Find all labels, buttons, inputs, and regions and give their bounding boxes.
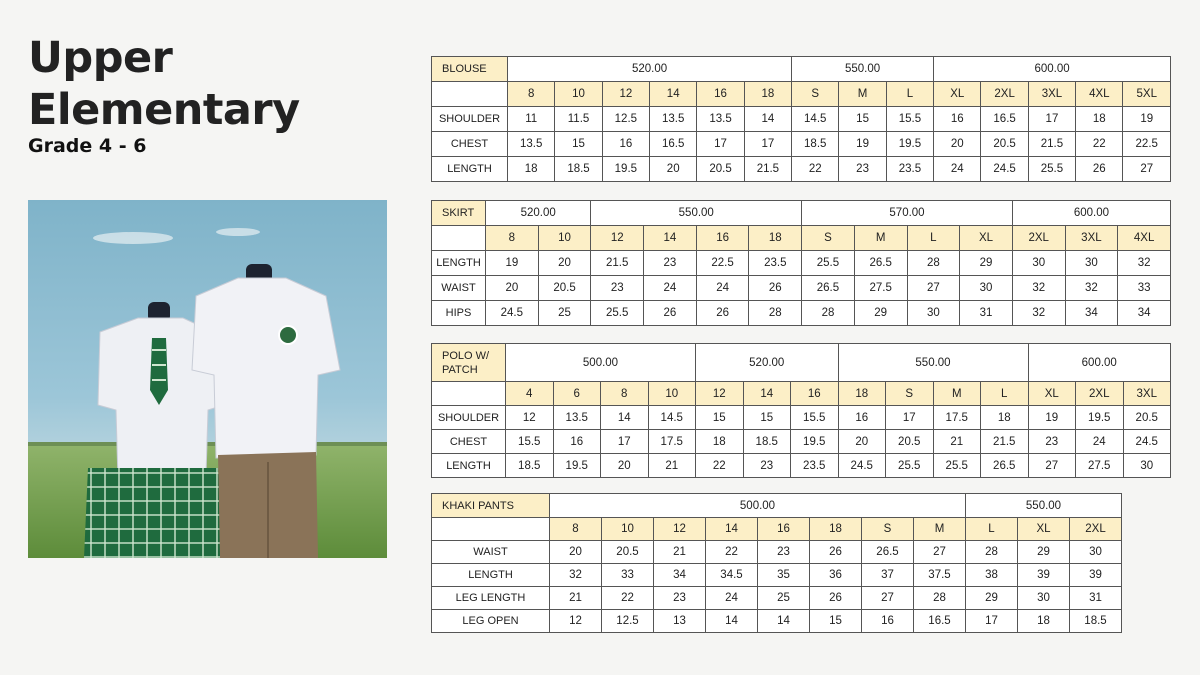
title-line-2: Elementary (28, 85, 300, 135)
size-header-cell: M (933, 382, 981, 406)
measurement-cell: 20.5 (602, 541, 654, 564)
measurement-cell: 23 (758, 541, 810, 564)
size-header-cell: M (839, 82, 886, 107)
measurement-cell: 28 (914, 587, 966, 610)
measurement-cell: 17.5 (933, 406, 981, 430)
size-header-cell: 8 (601, 382, 649, 406)
size-header-cell: 14 (706, 518, 758, 541)
measurement-label: WAIST (432, 276, 486, 301)
measurement-cell: 39 (1018, 564, 1070, 587)
measurement-cell: 26.5 (854, 251, 907, 276)
measurement-cell: 23 (654, 587, 706, 610)
measurement-cell: 23 (591, 276, 644, 301)
khaki-row-length (432, 564, 1122, 587)
size-header-cell: 10 (555, 82, 602, 107)
measurement-cell: 14.5 (648, 406, 696, 430)
measurement-cell: 32 (550, 564, 602, 587)
measurement-cell: 29 (854, 301, 907, 326)
size-header-cell: 18 (744, 82, 791, 107)
grade-subtitle: Grade 4 - 6 (28, 135, 147, 157)
measurement-cell: 20.5 (981, 132, 1028, 157)
measurement-cell: 30 (907, 301, 960, 326)
measurement-cell: 12 (506, 406, 554, 430)
measurement-cell: 25.5 (1028, 157, 1075, 182)
measurement-cell: 13.5 (697, 107, 744, 132)
measurement-cell: 21.5 (744, 157, 791, 182)
measurement-cell: 18 (981, 406, 1029, 430)
blouse-name-cell: BLOUSE (432, 57, 508, 82)
measurement-cell: 30 (960, 276, 1013, 301)
measurement-cell: 12.5 (602, 610, 654, 633)
skirt-size-header-row (432, 226, 1171, 251)
measurement-cell: 16.5 (981, 107, 1028, 132)
blouse-price-2: 550.00 (792, 57, 934, 82)
measurement-cell: 19 (1123, 107, 1171, 132)
blouse-row-shoulder (432, 107, 1171, 132)
measurement-cell: 17 (966, 610, 1018, 633)
measurement-cell: 36 (810, 564, 862, 587)
skirt-price-1: 520.00 (486, 201, 591, 226)
blouse-row-chest (432, 132, 1171, 157)
size-header-cell: 4XL (1076, 82, 1123, 107)
size-header-cell: 6 (553, 382, 601, 406)
page-title (28, 32, 300, 136)
khaki-pants-size-table (431, 493, 1122, 633)
measurement-cell: 23 (743, 454, 791, 478)
measurement-cell: 19 (486, 251, 539, 276)
measurement-cell: 23 (839, 157, 886, 182)
measurement-cell: 26.5 (862, 541, 914, 564)
measurement-cell: 30 (1123, 454, 1171, 478)
size-header-cell: 16 (791, 382, 839, 406)
measurement-cell: 26.5 (981, 454, 1029, 478)
measurement-cell: 18.5 (792, 132, 839, 157)
measurement-cell: 28 (966, 541, 1018, 564)
measurement-cell: 20.5 (1123, 406, 1171, 430)
size-header-cell: M (854, 226, 907, 251)
size-header-cell: 2XL (1012, 226, 1065, 251)
measurement-cell: 14 (706, 610, 758, 633)
size-header-cell: 3XL (1065, 226, 1118, 251)
measurement-cell: 13.5 (553, 406, 601, 430)
measurement-cell: 12 (550, 610, 602, 633)
measurement-cell: 27.5 (1076, 454, 1124, 478)
size-header-cell: 18 (838, 382, 886, 406)
khaki-row-leg-length (432, 587, 1122, 610)
measurement-cell: 25.5 (802, 251, 855, 276)
measurement-label: SHOULDER (432, 406, 506, 430)
measurement-cell: 13.5 (650, 107, 697, 132)
measurement-cell: 24 (644, 276, 697, 301)
measurement-cell: 34 (654, 564, 706, 587)
measurement-cell: 22 (792, 157, 839, 182)
size-header-cell: 18 (810, 518, 862, 541)
uniform-photo (28, 200, 387, 558)
measurement-cell: 17.5 (648, 430, 696, 454)
measurement-cell: 16 (602, 132, 649, 157)
measurement-cell: 19.5 (602, 157, 649, 182)
measurement-cell: 34 (1065, 301, 1118, 326)
measurement-cell: 14 (758, 610, 810, 633)
measurement-cell: 18 (1076, 107, 1123, 132)
khaki-row-leg-open (432, 610, 1122, 633)
measurement-cell: 17 (601, 430, 649, 454)
blouse-row-length (432, 157, 1171, 182)
measurement-cell: 28 (802, 301, 855, 326)
blouse-price-3: 600.00 (934, 57, 1171, 82)
measurement-cell: 31 (960, 301, 1013, 326)
measurement-cell: 24.5 (981, 157, 1028, 182)
polo-price-4: 600.00 (1028, 344, 1171, 382)
measurement-cell: 24.5 (486, 301, 539, 326)
measurement-cell: 26 (644, 301, 697, 326)
size-header-cell: 3XL (1028, 82, 1075, 107)
measurement-cell: 25.5 (886, 454, 934, 478)
measurement-label: LENGTH (432, 564, 550, 587)
size-header-cell: 8 (550, 518, 602, 541)
measurement-cell: 13.5 (508, 132, 555, 157)
measurement-cell: 18.5 (743, 430, 791, 454)
polo-size-table (431, 343, 1171, 478)
measurement-cell: 25.5 (591, 301, 644, 326)
measurement-cell: 21 (654, 541, 706, 564)
size-header-cell: 4XL (1118, 226, 1171, 251)
skirt-price-2: 550.00 (591, 201, 802, 226)
measurement-cell: 26.5 (802, 276, 855, 301)
measurement-cell: 38 (966, 564, 1018, 587)
size-header-cell: S (792, 82, 839, 107)
measurement-cell: 16.5 (914, 610, 966, 633)
measurement-cell: 21.5 (981, 430, 1029, 454)
measurement-cell: 21.5 (1028, 132, 1075, 157)
measurement-cell: 33 (1118, 276, 1171, 301)
measurement-cell: 20 (486, 276, 539, 301)
measurement-cell: 20 (650, 157, 697, 182)
measurement-cell: 16 (553, 430, 601, 454)
measurement-label: LENGTH (432, 251, 486, 276)
measurement-cell: 25.5 (933, 454, 981, 478)
measurement-cell: 22 (602, 587, 654, 610)
skirt-corner-cell (432, 226, 486, 251)
measurement-cell: 37 (862, 564, 914, 587)
size-header-cell: XL (934, 82, 981, 107)
measurement-cell: 32 (1065, 276, 1118, 301)
measurement-cell: 30 (1018, 587, 1070, 610)
size-header-cell: M (914, 518, 966, 541)
size-header-cell: S (886, 382, 934, 406)
measurement-cell: 26 (749, 276, 802, 301)
measurement-cell: 25 (758, 587, 810, 610)
khaki-price-2: 550.00 (966, 494, 1122, 518)
measurement-cell: 18.5 (1070, 610, 1122, 633)
measurement-cell: 20 (538, 251, 591, 276)
measurement-cell: 17 (886, 406, 934, 430)
measurement-cell: 37.5 (914, 564, 966, 587)
polo-price-2: 520.00 (696, 344, 839, 382)
measurement-cell: 29 (960, 251, 1013, 276)
size-header-cell: 2XL (1076, 382, 1124, 406)
measurement-cell: 23.5 (749, 251, 802, 276)
measurement-cell: 24 (1076, 430, 1124, 454)
skirt-size-table (431, 200, 1171, 326)
measurement-cell: 20.5 (538, 276, 591, 301)
skirt-price-3: 570.00 (802, 201, 1013, 226)
measurement-cell: 30 (1065, 251, 1118, 276)
measurement-cell: 19 (1028, 406, 1076, 430)
blouse-price-1: 520.00 (508, 57, 792, 82)
size-header-cell: XL (1018, 518, 1070, 541)
size-header-cell: L (981, 382, 1029, 406)
polo-row-length (432, 454, 1171, 478)
polo-name-cell: POLO W/ PATCH (432, 344, 506, 382)
measurement-cell: 17 (697, 132, 744, 157)
measurement-cell: 20 (550, 541, 602, 564)
measurement-cell: 18.5 (555, 157, 602, 182)
blouse-size-table (431, 56, 1171, 182)
size-header-cell: 2XL (981, 82, 1028, 107)
measurement-cell: 15.5 (791, 406, 839, 430)
measurement-cell: 27 (862, 587, 914, 610)
measurement-cell: 17 (744, 132, 791, 157)
measurement-cell: 27 (1123, 157, 1171, 182)
measurement-label: LENGTH (432, 454, 506, 478)
measurement-cell: 15 (810, 610, 862, 633)
measurement-cell: 32 (1012, 276, 1065, 301)
measurement-cell: 26 (810, 587, 862, 610)
measurement-cell: 21 (933, 430, 981, 454)
measurement-cell: 15.5 (886, 107, 933, 132)
measurement-cell: 14 (601, 406, 649, 430)
measurement-cell: 23 (644, 251, 697, 276)
khaki-size-header-row (432, 518, 1122, 541)
measurement-cell: 15.5 (506, 430, 554, 454)
size-header-cell: XL (1028, 382, 1076, 406)
measurement-cell: 22 (696, 454, 744, 478)
polo-row-chest (432, 430, 1171, 454)
measurement-cell: 34.5 (706, 564, 758, 587)
measurement-cell: 17 (1028, 107, 1075, 132)
measurement-label: LEG OPEN (432, 610, 550, 633)
measurement-cell: 14 (744, 107, 791, 132)
size-header-cell: 14 (650, 82, 697, 107)
measurement-cell: 22.5 (1123, 132, 1171, 157)
measurement-cell: 22.5 (696, 251, 749, 276)
size-header-cell: S (862, 518, 914, 541)
measurement-cell: 24 (696, 276, 749, 301)
polo-row-shoulder (432, 406, 1171, 430)
measurement-cell: 22 (706, 541, 758, 564)
measurement-cell: 24.5 (838, 454, 886, 478)
measurement-cell: 16 (862, 610, 914, 633)
size-header-cell: 12 (591, 226, 644, 251)
blouse-corner-cell (432, 82, 508, 107)
size-header-cell: 16 (758, 518, 810, 541)
size-header-cell: S (802, 226, 855, 251)
measurement-label: WAIST (432, 541, 550, 564)
measurement-cell: 32 (1012, 301, 1065, 326)
measurement-label: CHEST (432, 132, 508, 157)
measurement-cell: 21 (648, 454, 696, 478)
measurement-cell: 19.5 (791, 430, 839, 454)
title-line-1: Upper (28, 33, 173, 83)
size-header-cell: 16 (697, 82, 744, 107)
measurement-cell: 12.5 (602, 107, 649, 132)
size-header-cell: 10 (538, 226, 591, 251)
size-header-cell: 14 (644, 226, 697, 251)
skirt-name-cell: SKIRT (432, 201, 486, 226)
size-header-cell: 2XL (1070, 518, 1122, 541)
measurement-label: SHOULDER (432, 107, 508, 132)
measurement-cell: 27 (907, 276, 960, 301)
skirt-price-4: 600.00 (1012, 201, 1170, 226)
measurement-cell: 24.5 (1123, 430, 1171, 454)
measurement-cell: 15 (743, 406, 791, 430)
measurement-cell: 15 (696, 406, 744, 430)
size-header-cell: 18 (749, 226, 802, 251)
measurement-cell: 28 (907, 251, 960, 276)
measurement-cell: 27.5 (854, 276, 907, 301)
measurement-cell: 29 (966, 587, 1018, 610)
measurement-cell: 16 (838, 406, 886, 430)
measurement-cell: 18 (1018, 610, 1070, 633)
size-header-cell: 12 (602, 82, 649, 107)
khaki-row-waist (432, 541, 1122, 564)
measurement-cell: 21 (550, 587, 602, 610)
measurement-cell: 23 (1028, 430, 1076, 454)
size-header-cell: L (907, 226, 960, 251)
measurement-cell: 27 (1028, 454, 1076, 478)
measurement-label: LENGTH (432, 157, 508, 182)
measurement-cell: 19.5 (886, 132, 933, 157)
skirt-row-length (432, 251, 1171, 276)
measurement-cell: 30 (1070, 541, 1122, 564)
size-header-cell: 10 (648, 382, 696, 406)
polo-price-1: 500.00 (506, 344, 696, 382)
measurement-cell: 24 (934, 157, 981, 182)
measurement-cell: 23.5 (791, 454, 839, 478)
measurement-cell: 34 (1118, 301, 1171, 326)
measurement-cell: 18 (696, 430, 744, 454)
measurement-cell: 26 (696, 301, 749, 326)
measurement-cell: 29 (1018, 541, 1070, 564)
measurement-cell: 28 (749, 301, 802, 326)
measurement-cell: 33 (602, 564, 654, 587)
measurement-cell: 16 (934, 107, 981, 132)
skirt-row-waist (432, 276, 1171, 301)
measurement-cell: 11 (508, 107, 555, 132)
measurement-cell: 39 (1070, 564, 1122, 587)
measurement-cell: 23.5 (886, 157, 933, 182)
measurement-cell: 15 (555, 132, 602, 157)
blouse-size-header-row (432, 82, 1171, 107)
polo-price-3: 550.00 (838, 344, 1028, 382)
size-header-cell: 12 (696, 382, 744, 406)
measurement-cell: 14.5 (792, 107, 839, 132)
khaki-price-1: 500.00 (550, 494, 966, 518)
measurement-cell: 20 (601, 454, 649, 478)
measurement-cell: 19 (839, 132, 886, 157)
measurement-cell: 26 (810, 541, 862, 564)
measurement-cell: 18.5 (506, 454, 554, 478)
size-header-cell: L (886, 82, 933, 107)
size-header-cell: 4 (506, 382, 554, 406)
measurement-cell: 20.5 (697, 157, 744, 182)
size-header-cell: L (966, 518, 1018, 541)
measurement-cell: 24 (706, 587, 758, 610)
measurement-label: LEG LENGTH (432, 587, 550, 610)
measurement-cell: 21.5 (591, 251, 644, 276)
measurement-cell: 15 (839, 107, 886, 132)
measurement-cell: 25 (538, 301, 591, 326)
measurement-cell: 32 (1118, 251, 1171, 276)
measurement-cell: 30 (1012, 251, 1065, 276)
measurement-cell: 19.5 (553, 454, 601, 478)
size-header-cell: 3XL (1123, 382, 1171, 406)
measurement-cell: 11.5 (555, 107, 602, 132)
measurement-cell: 13 (654, 610, 706, 633)
measurement-cell: 19.5 (1076, 406, 1124, 430)
measurement-cell: 20.5 (886, 430, 934, 454)
measurement-cell: 18 (508, 157, 555, 182)
size-header-cell: 8 (486, 226, 539, 251)
measurement-cell: 20 (934, 132, 981, 157)
khaki-corner-cell (432, 518, 550, 541)
measurement-label: HIPS (432, 301, 486, 326)
size-header-cell: 14 (743, 382, 791, 406)
size-header-cell: XL (960, 226, 1013, 251)
size-header-cell: 8 (508, 82, 555, 107)
measurement-cell: 35 (758, 564, 810, 587)
measurement-cell: 20 (838, 430, 886, 454)
polo-corner-cell (432, 382, 506, 406)
polo-size-header-row (432, 382, 1171, 406)
skirt-row-hips (432, 301, 1171, 326)
measurement-cell: 27 (914, 541, 966, 564)
measurement-label: CHEST (432, 430, 506, 454)
size-header-cell: 10 (602, 518, 654, 541)
size-header-cell: 12 (654, 518, 706, 541)
measurement-cell: 31 (1070, 587, 1122, 610)
khaki-name-cell: KHAKI PANTS (432, 494, 550, 518)
measurement-cell: 26 (1076, 157, 1123, 182)
measurement-cell: 16.5 (650, 132, 697, 157)
measurement-cell: 22 (1076, 132, 1123, 157)
size-header-cell: 16 (696, 226, 749, 251)
size-header-cell: 5XL (1123, 82, 1171, 107)
